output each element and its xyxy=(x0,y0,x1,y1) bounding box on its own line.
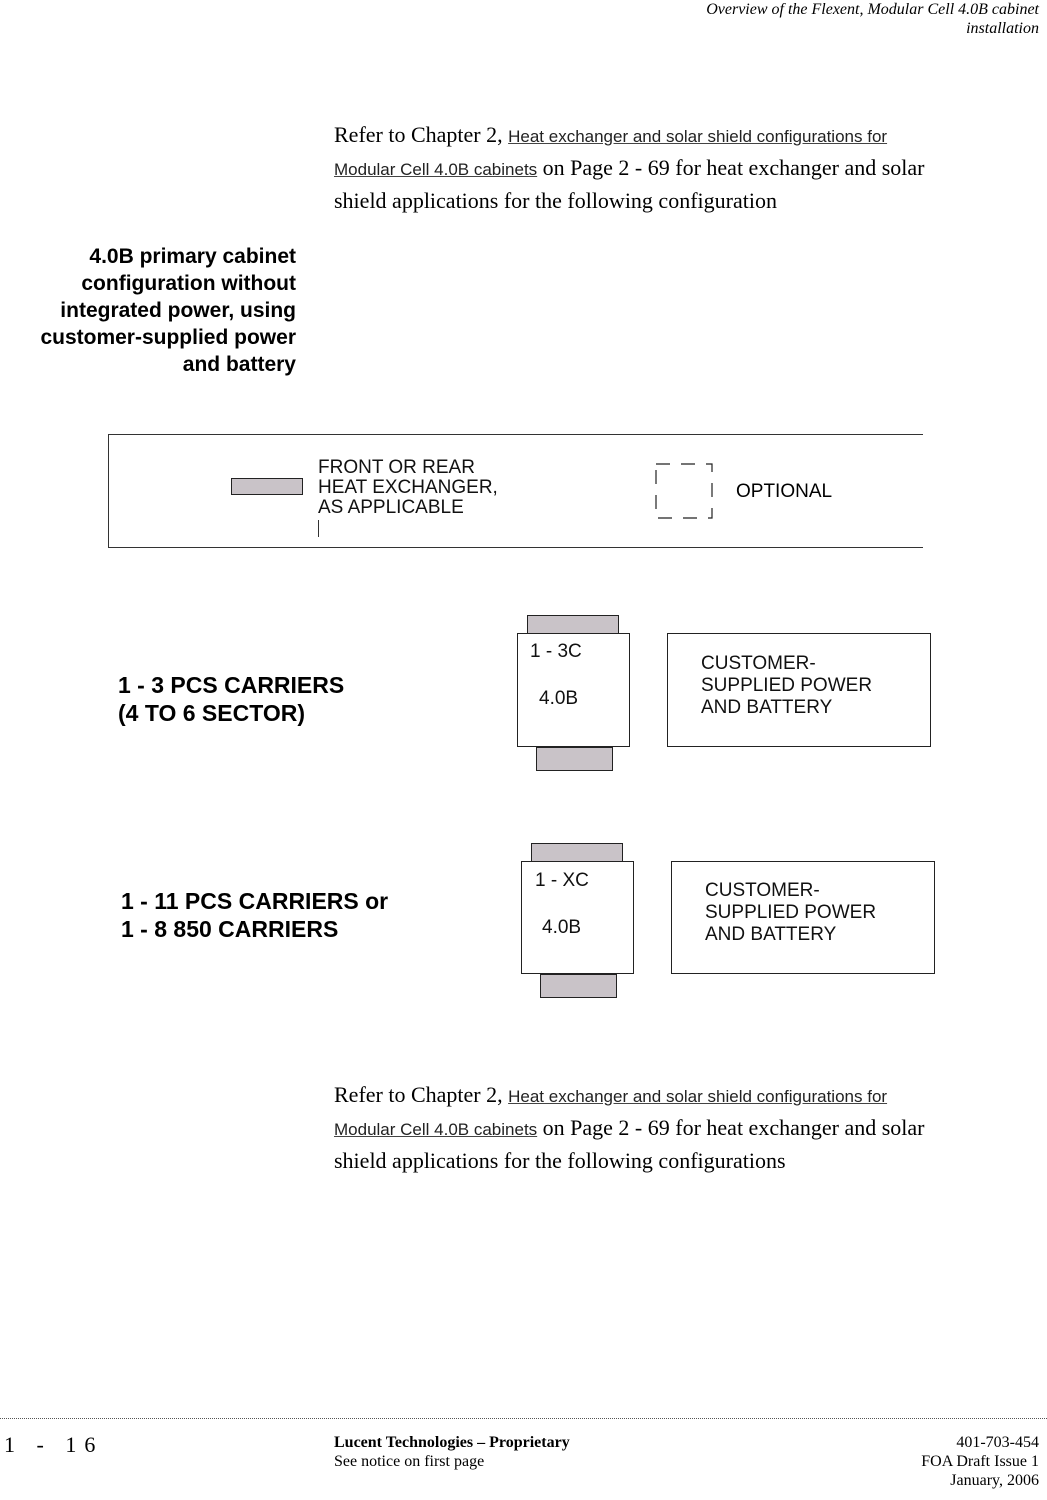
legend-line: AS APPLICABLE xyxy=(318,497,464,518)
running-header xyxy=(706,0,1039,38)
power-label-line: SUPPLIED POWER xyxy=(705,902,877,923)
chapter-link-continued[interactable]: Modular Cell 4.0B cabinets xyxy=(334,1120,538,1139)
para-text: shield applications for the following configurations xyxy=(334,1148,786,1173)
footer-rule xyxy=(0,1418,1047,1419)
power-label-line: CUSTOMER- xyxy=(705,880,820,901)
para-text: shield applications for the following configuration xyxy=(334,188,777,213)
footer-right xyxy=(921,1433,1039,1490)
config-2-label xyxy=(121,887,388,943)
customer-power-label xyxy=(701,653,872,719)
para-text: Refer to Chapter 2, xyxy=(334,1082,509,1107)
power-label-line: AND BATTERY xyxy=(705,924,837,945)
legend-line: HEAT EXCHANGER, xyxy=(318,477,498,498)
config-label-line: 1 - 3 PCS CARRIERS xyxy=(118,672,345,698)
heat-exchanger-swatch xyxy=(231,478,303,495)
para-text: Refer to Chapter 2, xyxy=(334,122,509,147)
bottom-heat-exchanger xyxy=(540,974,617,998)
side-heading-line: customer-supplied power xyxy=(40,326,296,349)
power-label-line: CUSTOMER- xyxy=(701,653,816,674)
top-heat-exchanger xyxy=(527,615,619,634)
followup-paragraph xyxy=(334,1079,1034,1176)
optional-dashed-box-icon xyxy=(650,460,716,522)
chapter-link-continued[interactable]: Modular Cell 4.0B cabinets xyxy=(334,160,538,179)
side-heading-line: 4.0B primary cabinet xyxy=(89,245,296,268)
top-heat-exchanger xyxy=(531,843,623,862)
footer-date: January, 2006 xyxy=(950,1472,1039,1489)
page-number: 1 - 16 xyxy=(4,1432,104,1457)
side-heading-line: integrated power, using xyxy=(60,299,296,322)
footer-doc-number: 401-703-454 xyxy=(956,1434,1039,1451)
cabinet-type-label: 4.0B xyxy=(542,917,582,938)
footer-notice: See notice on first page xyxy=(334,1453,485,1470)
chapter-link[interactable]: Heat exchanger and solar shield configurations for xyxy=(508,127,888,146)
intro-paragraph xyxy=(334,119,1034,216)
bottom-heat-exchanger xyxy=(536,747,613,771)
chapter-link[interactable]: Heat exchanger and solar shield configurations for xyxy=(508,1087,888,1106)
config-1-label xyxy=(118,671,344,727)
config-label-line: 1 - 8 850 CARRIERS xyxy=(121,916,339,942)
running-header-line2: installation xyxy=(966,20,1039,37)
para-text: on Page 2 - 69 for heat exchanger and solar xyxy=(537,1115,925,1140)
heat-exchanger-legend-text xyxy=(318,458,498,518)
optional-legend-label: OPTIONAL xyxy=(736,481,833,502)
config-label-line: (4 TO 6 SECTOR) xyxy=(118,700,306,726)
legend-leader-line xyxy=(318,520,319,537)
footer-center xyxy=(334,1433,570,1471)
para-text: on Page 2 - 69 for heat exchanger and solar xyxy=(537,155,925,180)
footer-issue: FOA Draft Issue 1 xyxy=(921,1453,1039,1470)
cabinet-carrier-label: 1 - 3C xyxy=(530,641,582,662)
running-header-line1: Overview of the Flexent, Modular Cell 4.0B cabinet xyxy=(706,1,1039,18)
cabinet-type-label: 4.0B xyxy=(539,688,579,709)
side-heading xyxy=(0,243,296,378)
config-label-line: 1 - 11 PCS CARRIERS or xyxy=(121,888,389,914)
side-heading-line: configuration without xyxy=(81,272,296,295)
cabinet-carrier-label: 1 - XC xyxy=(535,870,589,891)
legend-line: FRONT OR REAR xyxy=(318,457,475,478)
side-heading-line: and battery xyxy=(182,353,296,376)
power-label-line: SUPPLIED POWER xyxy=(701,675,873,696)
power-label-line: AND BATTERY xyxy=(701,697,833,718)
footer-company: Lucent Technologies – Proprietary xyxy=(334,1434,570,1451)
customer-power-label xyxy=(705,880,876,946)
